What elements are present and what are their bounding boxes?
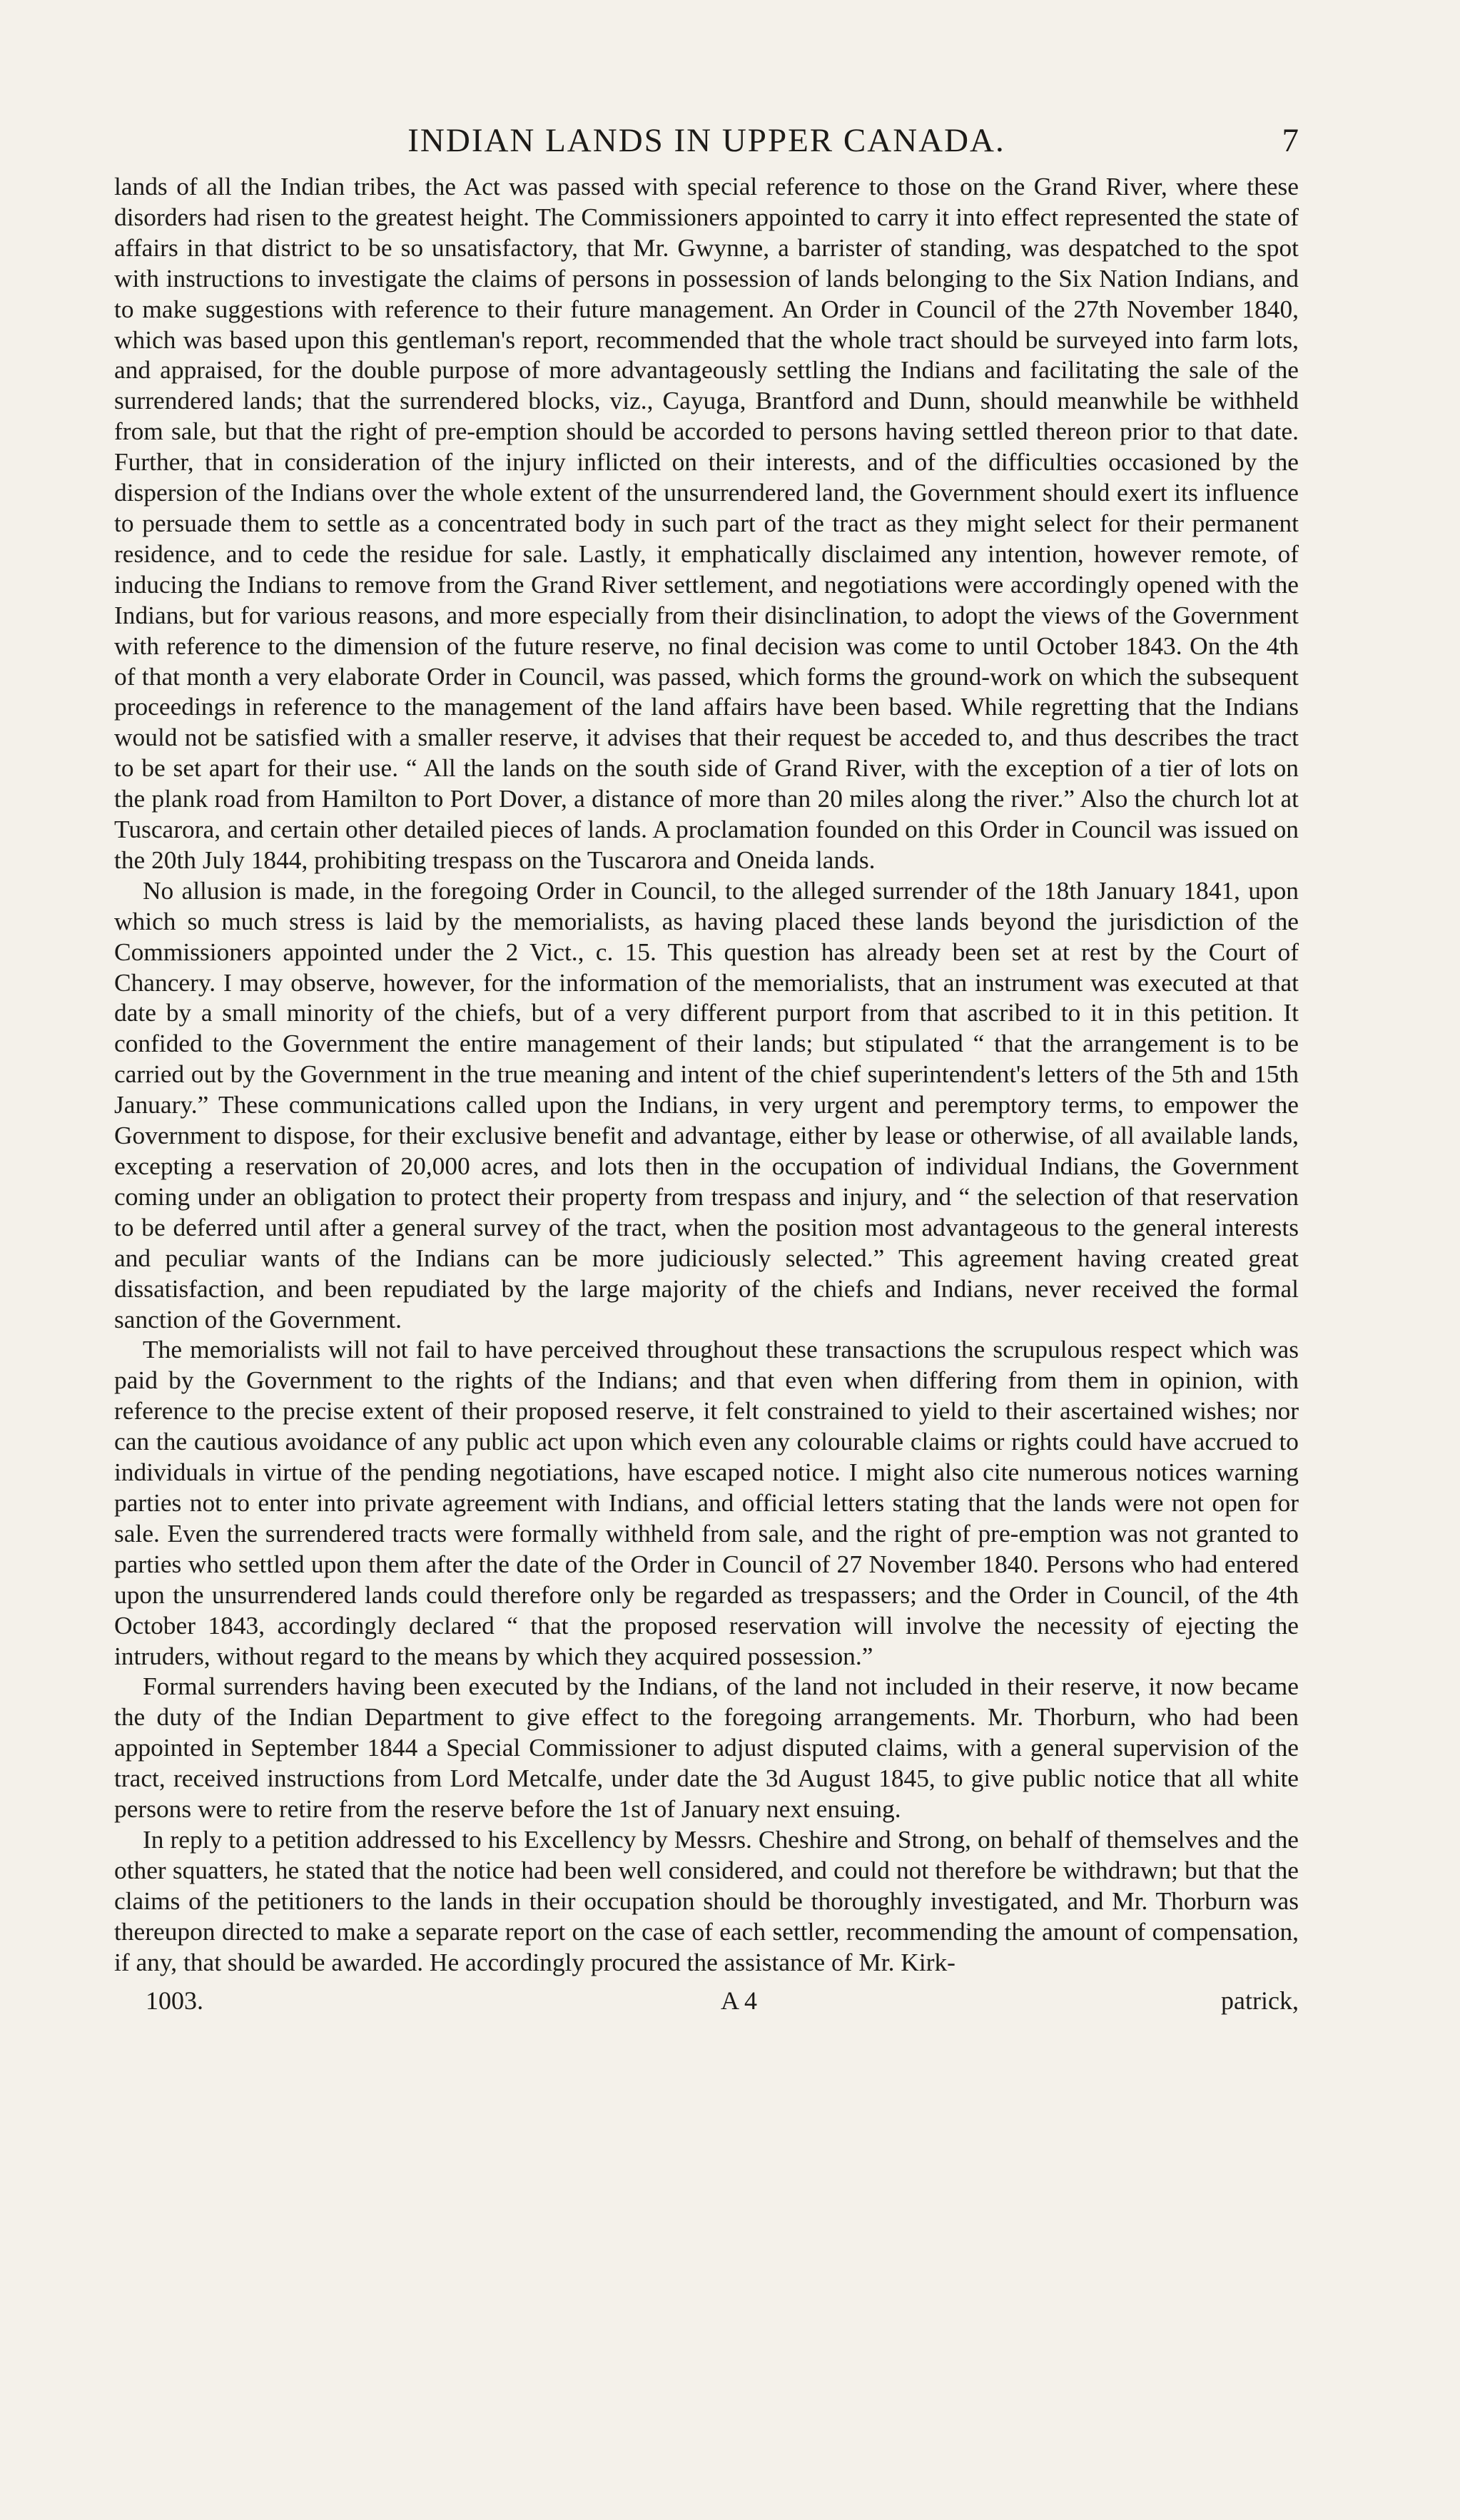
running-head: [114, 107, 1299, 164]
signature-mark: 1003.: [146, 1986, 203, 2016]
paragraph: The memorialists will not fail to have perceived throughout these transactions the scrupulous respect which was paid by the Government to the rights of the Indians; and that even when differing from them in opinion, with reference to the precise extent of their proposed reserve, it felt constrained to yield to their ascertained wishes; nor can the cautious avoidance of any public act upon which even any colourable claims or rights could have accrued to individuals in virtue of the pending negotiations, have escaped notice. I might also cite numerous notices warning parties not to enter into private agreement with Indians, and official letters stating that the lands were not open for sale. Even the surrendered tracts were formally withheld from sale, and the right of pre-emption was not granted to parties who settled upon them after the date of the Order in Council of 27 November 1840. Persons who had entered upon the unsurrendered lands could therefore only be regarded as trespassers; and the Order in Council, of the 4th October 1843, accordingly declared “ that the proposed reservation will involve the necessity of ejecting the intruders, without regard to the means by which they acquired possession.”: [114, 1335, 1299, 1670]
page-title: INDIAN LANDS IN UPPER CANADA.: [407, 122, 1005, 159]
document-page: [114, 107, 1299, 2021]
paragraph: In reply to a petition addressed to his Excellency by Messrs. Cheshire and Strong, on behalf of themselves and the other squatters, he stated that the notice had been well considered, and could not therefore be withdrawn; but that the claims of the petitioners to the lands in their occupation should be thoroughly investigated, and Mr. Thorburn was thereupon directed to make a separate report on the case of each settler, recommending the amount of compensation, if any, that should be awarded. He accordingly procured the assistance of Mr. Kirk-: [114, 1824, 1299, 1976]
paragraph: No allusion is made, in the foregoing Order in Council, to the alleged surrender of the 18th January 1841, upon which so much stress is laid by the memorialists, as having placed these lands beyond the jurisdiction of the Commissioners appointed under the 2 Vict., c. 15. This question has already been set at rest by the Court of Chancery. I may observe, however, for the information of the memorialists, that an instrument was executed at that date by a small minority of the chiefs, but of a very different purport from that ascribed to it in this petition. It confided to the Government the entire management of their lands; but stipulated “ that the arrangement is to be carried out by the Government in the true meaning and intent of the chief superintendent's letters of the 5th and 15th January.” These communications called upon the Indians, in very urgent and peremptory terms, to empower the Government to dispose, for their exclusive benefit and advantage, either by lease or otherwise, of all available lands, excepting a reservation of 20,000 acres, and lots then in the occupation of individual Indians, the Government coming under an obligation to protect their property from trespass and injury, and “ the selection of that reservation to be deferred until after a general survey of the tract, when the position most advantageous to the general interests and peculiar wants of the Indians can be more judiciously selected.” This agreement having created great dissatisfaction, and been repudiated by the large majority of the chiefs and Indians, never received the formal sanction of the Government.: [114, 875, 1299, 1333]
sheet-mark: A 4: [721, 1986, 758, 2016]
page-footer: [114, 1986, 1299, 2021]
paragraph: lands of all the Indian tribes, the Act was passed with special reference to those on the Grand River, where these disorders had risen to the greatest height. The Commissioners appointed to carry it into effect represented the state of affairs in that district to be so unsatisfactory, that Mr. Gwynne, a barrister of standing, was despatched to the spot with instructions to investigate the claims of persons in possession of lands belonging to the Six Nation Indians, and to make suggestions with reference to their future management. An Order in Council of the 27th November 1840, which was based upon this gentleman's report, recommended that the whole tract should be surveyed into farm lots, and appraised, for the double purpose of more advantageously settling the Indians and facilitating the sale of the surrendered lands; that the surrendered blocks, viz., Cayuga, Brantford and Dunn, should meanwhile be withheld from sale, but that the right of pre-emption should be accorded to persons having settled thereon prior to that date. Further, that in consideration of the injury inflicted on their interests, and of the difficulties occasioned by the dispersion of the Indians over the whole extent of the unsurrendered land, the Government should exert its influence to persuade them to settle as a concentrated body in such part of the tract as they might select for their permanent residence, and to cede the residue for sale. Lastly, it emphatically disclaimed any intention, however remote, of inducing the Indians to remove from the Grand River settlement, and negotiations were accordingly opened with the Indians, but for various reasons, and more especially from their disinclination, to adopt the views of the Government with reference to the dimension of the future reserve, no final decision was come to until October 1843. On the 4th of that month a very elaborate Order in Council, was passed, which forms the ground-work on which the subsequent proceedings in reference to the management of the land affairs have been based. While regretting that the Indians would not be satisfied with a smaller reserve, it advises that their request be acceded to, and thus describes the tract to be set apart for their use. “ All the lands on the south side of Grand River, with the exception of a tier of lots on the plank road from Hamilton to Port Dover, a distance of more than 20 miles along the river.” Also the church lot at Tuscarora, and certain other detailed pieces of lands. A proclamation founded on this Order in Council was issued on the 20th July 1844, prohibiting trespass on the Tuscarora and Oneida lands.: [114, 172, 1299, 874]
catchword: patrick,: [1221, 1986, 1299, 2016]
body-text: [114, 171, 1299, 1977]
paragraph: Formal surrenders having been executed by the Indians, of the land not included in their reserve, it now became the duty of the Indian Department to give effect to the foregoing arrangements. Mr. Thorburn, who had been appointed in September 1844 a Special Commissioner to adjust disputed claims, with a general supervision of the tract, received instructions from Lord Metcalfe, under date the 3d August 1845, to give public notice that all white persons were to retire from the reserve before the 1st of January next ensuing.: [114, 1672, 1299, 1824]
page-number: 7: [1282, 122, 1299, 159]
